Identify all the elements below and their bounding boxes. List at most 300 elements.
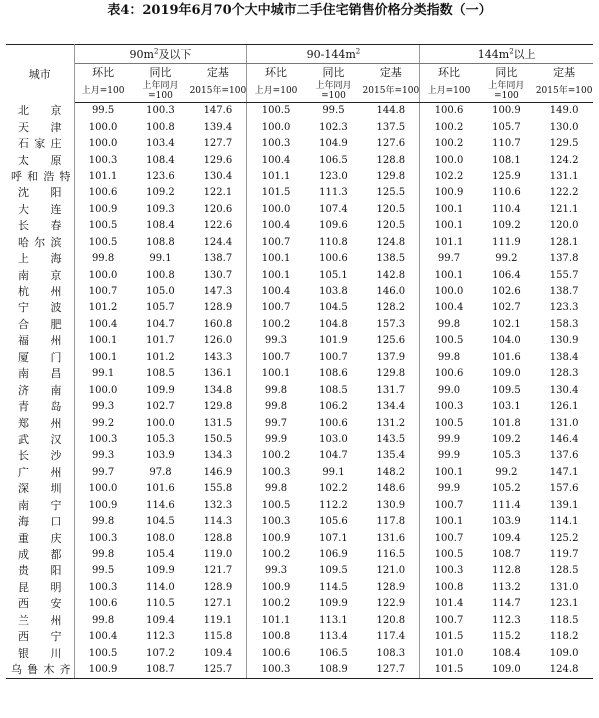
value-cell: 100.7 [247,300,305,316]
value-cell: 131.2 [376,417,406,429]
value-cell: 100.5 [74,645,132,661]
city-name-cell: 长春 [6,218,74,234]
value-cell: 104.5 [146,516,175,528]
value-cell: 128.8 [203,532,233,544]
value-cell: 99.8 [420,317,478,333]
table-row [6,530,593,546]
value-cell: 114.0 [146,581,175,593]
value-cell: 130.4 [203,170,233,182]
value-cell: 100.2 [420,119,478,135]
value-cell: 100.7 [420,498,478,514]
value-cell: 100.4 [247,152,305,168]
value-cell: 100.0 [247,202,305,218]
value-cell: 134.3 [203,450,233,462]
value-cell: 116.5 [376,549,406,561]
city-name-cell: 青岛 [6,399,74,415]
value-cell: 143.5 [376,433,406,445]
value-cell: 127.7 [362,662,420,679]
table-row [6,185,593,201]
value-cell: 109.9 [319,598,348,610]
value-cell: 101.1 [247,613,305,629]
subheader-yoy: 同比 [495,66,518,79]
value-cell: 111.3 [319,187,348,199]
value-cell: 100.3 [247,514,305,530]
basis-prev-year: 上年同月=100 [305,80,363,103]
city-name-cell: 长沙 [6,448,74,464]
value-cell: 114.1 [549,516,579,528]
table-row [6,235,593,251]
value-cell: 130.9 [376,499,406,511]
subheader-fixed-base: 定基 [206,66,229,79]
value-cell: 99.2 [495,253,518,265]
value-cell: 160.8 [203,318,233,330]
value-cell: 100.7 [420,613,478,629]
value-cell: 120.6 [203,203,233,215]
city-name-cell: 南京 [6,267,74,283]
value-cell: 100.5 [420,547,478,563]
value-cell: 100.1 [420,202,478,218]
value-cell: 100.1 [420,267,478,283]
price-index-table [6,44,593,679]
value-cell: 129.8 [376,368,406,380]
value-cell: 100.5 [74,235,132,251]
value-cell: 109.2 [492,433,521,445]
value-cell: 128.5 [549,565,579,577]
value-cell: 99.1 [322,466,345,478]
value-cell: 131.1 [549,170,579,182]
value-cell: 114.5 [319,581,348,593]
value-cell: 100.4 [247,284,305,300]
subheader-fixed-base: 定基 [379,66,402,79]
value-cell: 123.1 [549,598,579,610]
city-name-cell: 济南 [6,382,74,398]
table-body [6,103,593,679]
value-cell: 100.5 [74,218,132,234]
value-cell: 99.7 [74,465,132,481]
value-cell: 105.3 [492,450,521,462]
city-name-cell: 北京 [6,103,74,120]
value-cell: 100.4 [74,317,132,333]
value-cell: 110.8 [319,236,348,248]
value-cell: 106.9 [319,549,348,561]
value-cell: 126.1 [549,401,579,413]
value-cell: 100.2 [247,448,305,464]
basis-2015: 2015年=100 [362,80,420,103]
value-cell: 108.4 [492,647,521,659]
value-cell: 109.0 [478,662,536,679]
value-cell: 123.0 [319,170,348,182]
value-cell: 137.8 [549,253,579,265]
value-cell: 106.5 [319,154,348,166]
value-cell: 127.6 [376,138,406,150]
table-row [6,366,593,382]
value-cell: 100.6 [319,417,348,429]
value-cell: 157.6 [549,483,579,495]
value-cell: 147.6 [203,105,233,117]
basis-prev-year: 上年同月=100 [132,80,190,103]
value-cell: 100.7 [247,350,305,366]
value-cell: 128.9 [203,581,233,593]
city-name-cell: 合肥 [6,317,74,333]
value-cell: 103.9 [492,516,521,528]
value-cell: 119.7 [549,549,579,561]
value-cell: 147.3 [203,286,233,298]
value-cell: 120.0 [549,220,579,232]
table-row [6,432,593,448]
value-cell: 131.0 [549,581,579,593]
value-cell: 100.4 [74,629,132,645]
subheader-mom: 环比 [74,64,132,81]
value-cell: 99.2 [74,415,132,431]
value-cell: 99.9 [420,432,478,448]
value-cell: 135.4 [376,450,406,462]
value-cell: 108.6 [319,368,348,380]
value-cell: 103.9 [146,450,175,462]
value-cell: 107.1 [319,532,348,544]
value-cell: 99.1 [149,253,172,265]
city-name-cell: 沈阳 [6,185,74,201]
value-cell: 99.3 [74,399,132,415]
value-cell: 100.1 [420,218,478,234]
table-row [6,613,593,629]
subheader-yoy: 同比 [149,66,172,79]
table-row [6,103,593,120]
value-cell: 108.8 [146,236,175,248]
city-column-header: 城市 [6,45,74,103]
table-row [6,218,593,234]
table-title: 表4：2019年6月70个大中城市二手住宅销售价格分类指数（一） [107,3,492,18]
value-cell: 134.4 [376,401,406,413]
value-cell: 108.4 [146,154,175,166]
value-cell: 158.3 [549,318,579,330]
value-cell: 100.7 [247,235,305,251]
value-cell: 99.8 [74,514,132,530]
value-cell: 100.9 [420,185,478,201]
value-cell: 100.0 [146,417,175,429]
value-cell: 99.8 [74,613,132,629]
value-cell: 104.5 [319,302,348,314]
value-cell: 107.4 [319,203,348,215]
value-cell: 100.3 [420,563,478,579]
value-cell: 124.4 [203,236,233,248]
city-name-cell: 杭州 [6,284,74,300]
value-cell: 109.0 [549,647,579,659]
value-cell: 100.3 [74,530,132,546]
table-row [6,300,593,316]
value-cell: 112.3 [492,614,521,626]
value-cell: 100.5 [420,333,478,349]
value-cell: 120.5 [376,203,406,215]
value-cell: 101.1 [74,169,132,185]
value-cell: 114.3 [203,516,233,528]
value-cell: 122.2 [549,187,579,199]
value-cell: 101.4 [420,596,478,612]
value-cell: 155.7 [549,269,579,281]
value-cell: 99.8 [74,251,132,267]
city-name-cell: 乌鲁木齐 [6,662,74,679]
value-cell: 118.2 [549,631,579,643]
value-cell: 103.0 [319,433,348,445]
table-row [6,317,593,333]
value-cell: 122.9 [376,598,406,610]
value-cell: 125.2 [549,532,579,544]
table-row [6,629,593,645]
table-row [6,662,593,679]
value-cell: 131.6 [376,532,406,544]
value-cell: 115.8 [203,631,233,643]
value-cell: 109.9 [146,384,175,396]
value-cell: 108.1 [492,154,521,166]
value-cell: 113.1 [319,614,348,626]
value-cell: 100.3 [74,152,132,168]
value-cell: 100.3 [247,136,305,152]
table-row [6,399,593,415]
value-cell: 105.7 [146,302,175,314]
city-name-cell: 上海 [6,251,74,267]
value-cell: 100.5 [247,498,305,514]
value-cell: 108.7 [492,549,521,561]
value-cell: 100.0 [420,152,478,168]
table-header [6,45,593,103]
value-cell: 105.1 [319,269,348,281]
value-cell: 100.9 [74,662,132,679]
value-cell: 108.3 [376,647,406,659]
value-cell: 103.1 [492,401,521,413]
table-row [6,251,593,267]
header-row-basis [6,80,593,103]
value-cell: 111.9 [492,236,521,248]
table-row [6,202,593,218]
value-cell: 130.4 [549,384,579,396]
value-cell: 100.8 [146,269,175,281]
table-row [6,481,593,497]
value-cell: 125.5 [376,187,406,199]
value-cell: 108.0 [146,532,175,544]
value-cell: 100.3 [74,432,132,448]
value-cell: 138.4 [549,351,579,363]
value-cell: 137.5 [376,121,406,133]
value-cell: 155.8 [203,483,233,495]
value-cell: 109.4 [492,532,521,544]
table-row [6,350,593,366]
table-row [6,169,593,185]
value-cell: 123.3 [549,302,579,314]
value-cell: 100.3 [247,465,305,481]
value-cell: 105.4 [146,549,175,561]
value-cell: 99.5 [74,563,132,579]
value-cell: 106.2 [319,401,348,413]
city-name-cell: 兰州 [6,613,74,629]
city-name-cell: 厦门 [6,350,74,366]
value-cell: 146.9 [203,466,233,478]
table-row [6,580,593,596]
city-name-cell: 大连 [6,202,74,218]
value-cell: 99.7 [420,251,478,267]
city-name-cell: 西宁 [6,629,74,645]
value-cell: 99.0 [420,382,478,398]
value-cell: 134.8 [203,384,233,396]
value-cell: 99.5 [322,105,345,117]
value-cell: 101.7 [146,335,175,347]
value-cell: 104.9 [319,138,348,150]
value-cell: 130.9 [549,335,579,347]
value-cell: 104.7 [146,318,175,330]
value-cell: 112.8 [492,565,521,577]
group-header-medium: $90-144m^2$ [247,45,420,64]
value-cell: 131.5 [203,417,233,429]
value-cell: 109.4 [146,614,175,626]
value-cell: 113.4 [319,631,348,643]
value-cell: 99.3 [247,333,305,349]
value-cell: 100.6 [74,185,132,201]
table-row [6,267,593,283]
value-cell: 146.4 [549,433,579,445]
value-cell: 101.0 [420,645,478,661]
city-name-cell: 重庆 [6,530,74,546]
group-header-large: $144m^2$以上 [420,45,593,64]
value-cell: 149.0 [549,105,579,117]
value-cell: 142.8 [376,269,406,281]
value-cell: 102.7 [146,401,175,413]
value-cell: 110.6 [492,187,521,199]
basis-prev-month: 上月=100 [74,80,132,103]
value-cell: 101.6 [146,483,175,495]
value-cell: 100.1 [74,350,132,366]
value-cell: 114.7 [492,598,521,610]
value-cell: 100.3 [146,105,175,117]
basis-prev-month: 上月=100 [420,80,478,103]
value-cell: 102.7 [492,302,521,314]
value-cell: 108.7 [132,662,190,679]
value-cell: 100.9 [492,105,521,117]
value-cell: 100.7 [319,351,348,363]
value-cell: 101.8 [492,417,521,429]
table-row [6,465,593,481]
value-cell: 148.2 [376,466,406,478]
value-cell: 101.2 [74,300,132,316]
value-cell: 129.8 [203,401,233,413]
city-name-cell: 深圳 [6,481,74,497]
city-name-cell: 西安 [6,596,74,612]
value-cell: 139.1 [549,499,579,511]
basis-prev-year: 上年同月=100 [478,80,536,103]
value-cell: 108.4 [146,220,175,232]
table-row [6,448,593,464]
value-cell: 100.0 [74,119,132,135]
value-cell: 147.1 [549,466,579,478]
value-cell: 100.6 [420,366,478,382]
value-cell: 101.5 [247,185,305,201]
value-cell: 128.8 [376,154,406,166]
value-cell: 105.2 [492,483,521,495]
value-cell: 100.3 [74,580,132,596]
value-cell: 100.0 [420,284,478,300]
value-cell: 110.5 [146,598,175,610]
value-cell: 109.6 [319,220,348,232]
subheader-mom: 环比 [420,64,478,81]
value-cell: 136.1 [203,368,233,380]
value-cell: 100.6 [319,253,348,265]
value-cell: 129.5 [549,138,579,150]
value-cell: 99.3 [247,563,305,579]
value-cell: 99.2 [495,466,518,478]
value-cell: 150.5 [203,433,233,445]
value-cell: 109.3 [146,203,175,215]
table-row [6,119,593,135]
value-cell: 100.7 [420,530,478,546]
value-cell: 100.8 [420,580,478,596]
value-cell: 117.8 [376,516,406,528]
value-cell: 99.1 [74,366,132,382]
value-cell: 128.9 [376,581,406,593]
value-cell: 100.1 [420,514,478,530]
table-row [6,498,593,514]
value-cell: 100.1 [74,333,132,349]
value-cell: 113.2 [492,581,521,593]
value-cell: 100.1 [420,465,478,481]
basis-2015: 2015年=100 [189,80,247,103]
value-cell: 138.7 [549,286,579,298]
value-cell: 109.0 [492,368,521,380]
value-cell: 100.0 [74,481,132,497]
value-cell: 127.1 [203,598,233,610]
value-cell: 130.0 [549,121,579,133]
value-cell: 102.2 [319,483,348,495]
table-row [6,514,593,530]
value-cell: 100.8 [247,629,305,645]
value-cell: 131.0 [549,417,579,429]
value-cell: 100.9 [247,580,305,596]
value-cell: 99.8 [74,547,132,563]
table-row [6,415,593,431]
value-cell: 101.9 [319,335,348,347]
value-cell: 120.8 [376,614,406,626]
value-cell: 118.5 [549,614,579,626]
subheader-fixed-base: 定基 [553,66,576,79]
subheader-mom: 环比 [247,64,305,81]
value-cell: 126.0 [203,335,233,347]
value-cell: 104.0 [492,335,521,347]
table-row [6,596,593,612]
value-cell: 112.3 [146,631,175,643]
value-cell: 148.6 [376,483,406,495]
value-cell: 100.6 [420,103,478,120]
value-cell: 107.2 [146,647,175,659]
value-cell: 99.5 [74,103,132,120]
value-cell: 121.1 [549,203,579,215]
value-cell: 99.9 [247,432,305,448]
value-cell: 99.8 [247,399,305,415]
value-cell: 100.7 [74,284,132,300]
value-cell: 99.8 [247,481,305,497]
value-cell: 109.5 [319,565,348,577]
city-name-cell: 南昌 [6,366,74,382]
table-row [6,136,593,152]
city-name-cell: 广州 [6,465,74,481]
value-cell: 108.5 [319,384,348,396]
value-cell: 103.8 [319,286,348,298]
value-cell: 128.2 [376,302,406,314]
value-cell: 100.0 [74,267,132,283]
value-cell: 120.5 [376,220,406,232]
value-cell: 117.4 [376,631,406,643]
value-cell: 100.9 [74,498,132,514]
value-cell: 112.2 [319,499,348,511]
value-cell: 100.8 [146,121,175,133]
value-cell: 128.9 [203,302,233,314]
value-cell: 100.1 [247,366,305,382]
city-name-cell: 武汉 [6,432,74,448]
